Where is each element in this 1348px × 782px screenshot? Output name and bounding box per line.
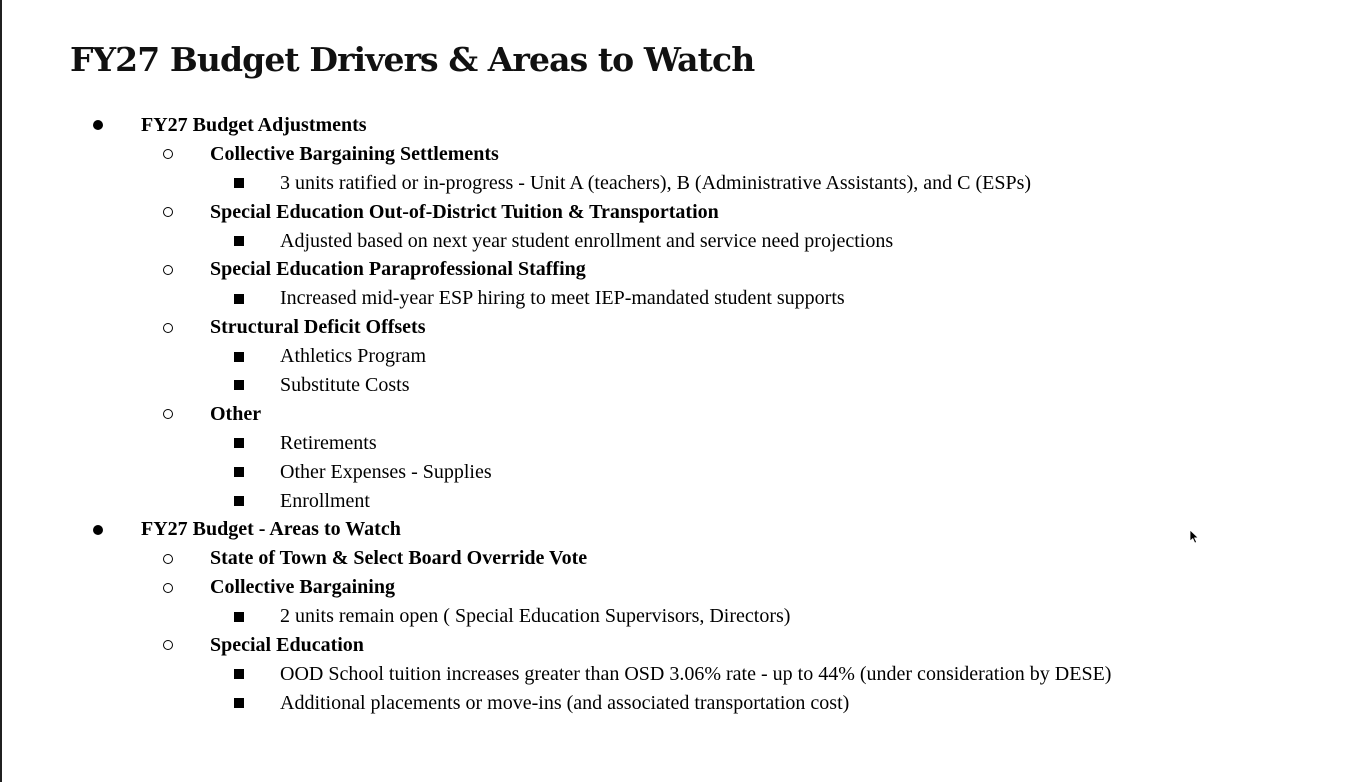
list-item-text: State of Town & Select Board Override Vote — [210, 547, 588, 570]
hollow-bullet-icon — [158, 255, 178, 284]
hollow-bullet-icon — [158, 313, 178, 342]
list-item-text: 3 units ratified or in-progress - Unit A (teachers), B (Administrative Assistants), and C (ESPs) — [280, 171, 1032, 194]
list-item-level-2 — [2, 255, 1302, 284]
square-bullet-icon — [229, 458, 249, 487]
list-item-text: Increased mid-year ESP hiring to meet IEP-mandated student supports — [280, 287, 845, 310]
list-item-text: Other Expenses - Supplies — [280, 460, 492, 483]
list-item-level-2 — [2, 140, 1302, 169]
filled-bullet-icon — [88, 515, 108, 544]
list-item-level-3 — [2, 660, 1302, 689]
square-bullet-icon — [229, 429, 249, 458]
hollow-bullet-icon — [158, 544, 178, 573]
hollow-bullet-icon — [158, 198, 178, 227]
list-item-level-3 — [2, 487, 1302, 516]
list-item-level-1 — [2, 111, 1302, 140]
list-item-text: Additional placements or move-ins (and associated transportation cost) — [280, 691, 850, 714]
list-item-text: Athletics Program — [280, 345, 427, 368]
list-item-text: Retirements — [280, 431, 377, 454]
list-item-text: Other — [210, 402, 262, 425]
list-item-level-3 — [2, 458, 1302, 487]
square-bullet-icon — [229, 169, 249, 198]
list-item-level-2 — [2, 313, 1302, 342]
square-bullet-icon — [229, 284, 249, 313]
list-item-text: Enrollment — [280, 489, 370, 512]
square-bullet-icon — [229, 342, 249, 371]
hollow-bullet-icon — [158, 631, 178, 660]
hollow-bullet-icon — [158, 400, 178, 429]
mouse-pointer-icon — [1189, 529, 1201, 545]
list-item-level-2 — [2, 400, 1302, 429]
list-item-text: FY27 Budget - Areas to Watch — [141, 518, 401, 541]
list-item-level-2 — [2, 544, 1302, 573]
list-item-text: OOD School tuition increases greater than OSD 3.06% rate - up to 44% (under consideration by DESE) — [280, 662, 1112, 685]
list-item-level-3 — [2, 227, 1302, 256]
list-item-level-2 — [2, 631, 1302, 660]
bulleted-outline — [2, 111, 1302, 718]
list-item-level-3 — [2, 284, 1302, 313]
list-item-text: Special Education — [210, 634, 364, 657]
list-item-text: Collective Bargaining — [210, 576, 395, 599]
list-item-text: Structural Deficit Offsets — [210, 316, 426, 339]
list-item-level-3 — [2, 602, 1302, 631]
square-bullet-icon — [229, 487, 249, 516]
list-item-level-3 — [2, 689, 1302, 718]
square-bullet-icon — [229, 602, 249, 631]
list-item-level-2 — [2, 198, 1302, 227]
list-item-text: 2 units remain open ( Special Education Supervisors, Directors) — [280, 605, 791, 628]
list-item-text: Adjusted based on next year student enrollment and service need projections — [280, 229, 894, 252]
list-item-text: Special Education Out-of-District Tuition & Transportation — [210, 200, 719, 223]
list-item-text: FY27 Budget Adjustments — [141, 114, 367, 136]
list-item-level-3 — [2, 342, 1302, 371]
list-item-text: Special Education Paraprofessional Staffing — [210, 258, 586, 281]
list-item-level-3 — [2, 371, 1302, 400]
page-title: FY27 Budget Drivers & Areas to Watch — [70, 40, 755, 79]
square-bullet-icon — [229, 227, 249, 256]
hollow-bullet-icon — [158, 140, 178, 169]
square-bullet-icon — [229, 689, 249, 718]
list-item-text: Collective Bargaining Settlements — [210, 142, 499, 165]
list-item-level-2 — [2, 573, 1302, 602]
square-bullet-icon — [229, 660, 249, 689]
square-bullet-icon — [229, 371, 249, 400]
list-item-level-3 — [2, 429, 1302, 458]
hollow-bullet-icon — [158, 573, 178, 602]
filled-bullet-icon — [88, 111, 108, 140]
list-item-level-3 — [2, 169, 1302, 198]
list-item-text: Substitute Costs — [280, 374, 410, 397]
list-item-level-1 — [2, 515, 1302, 544]
